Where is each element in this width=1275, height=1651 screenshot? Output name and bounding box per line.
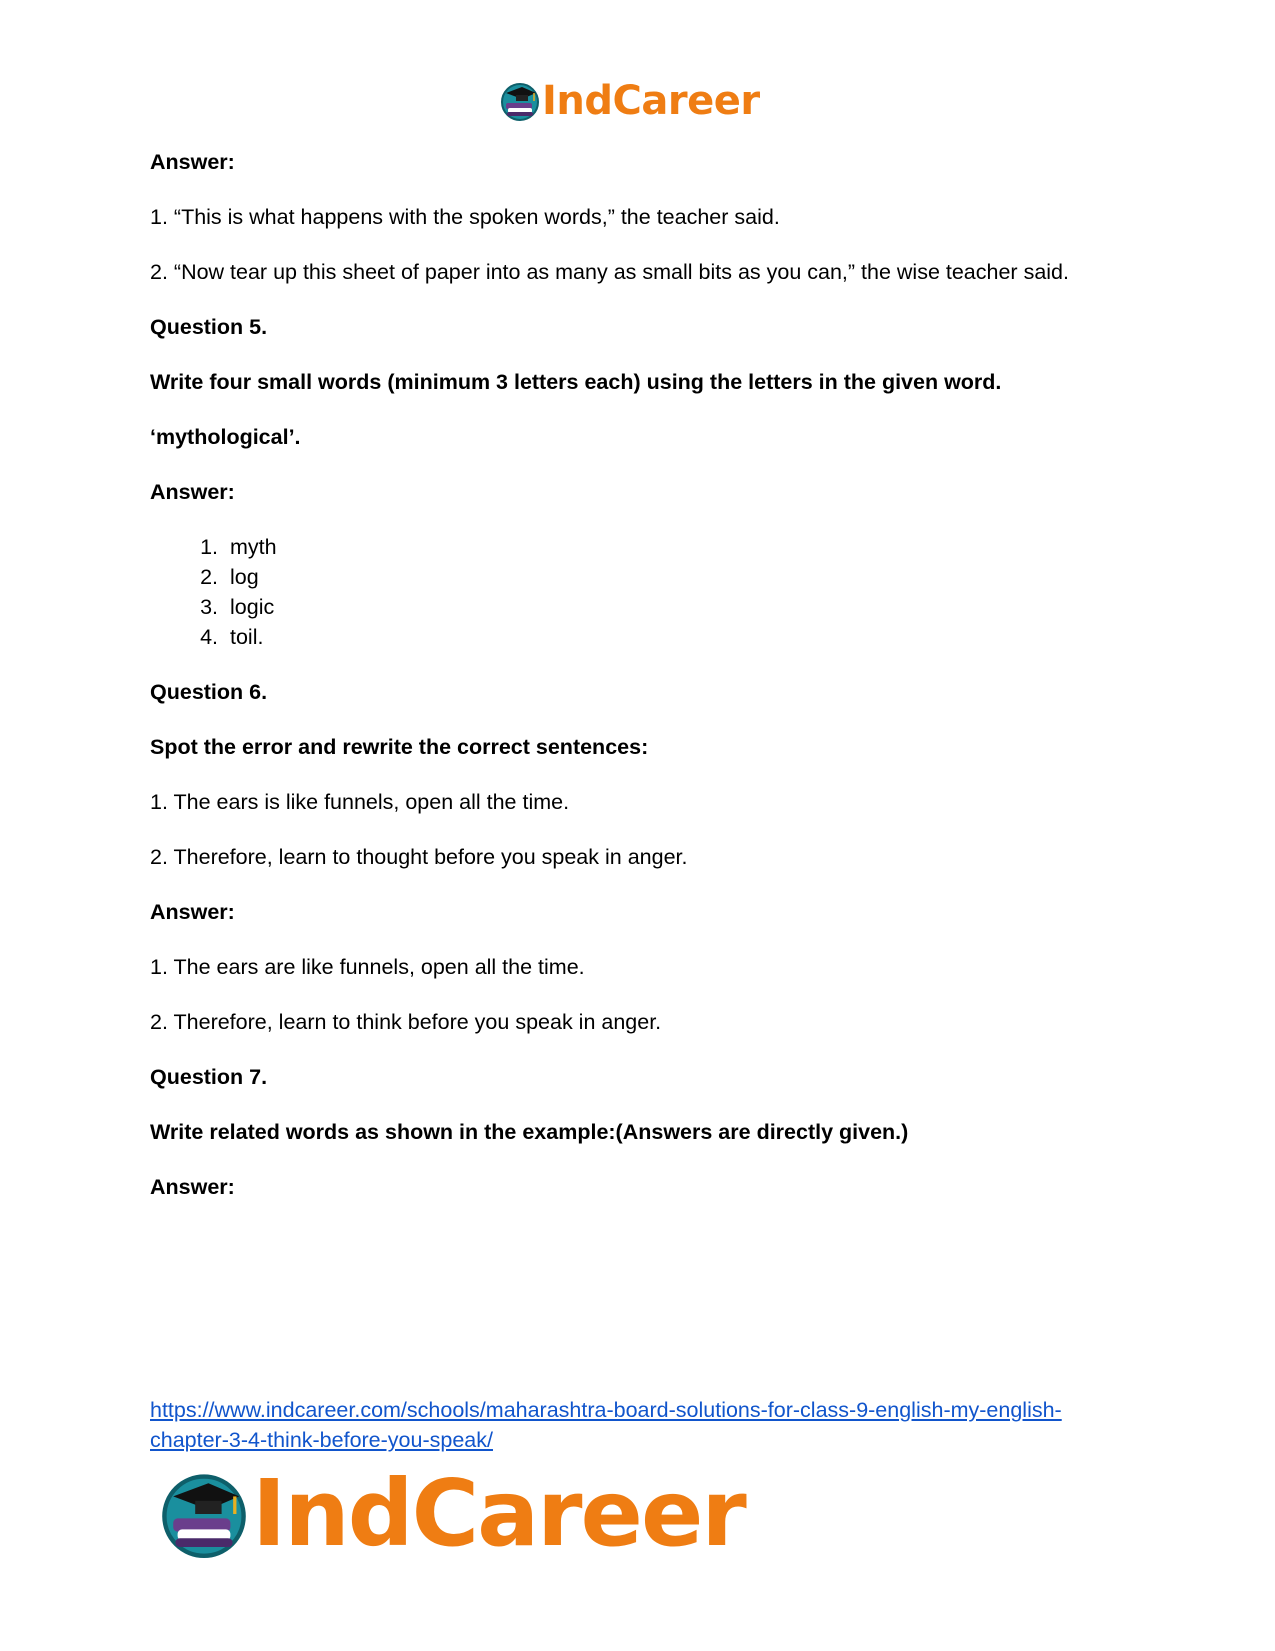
answer-heading: Answer: xyxy=(150,1175,235,1199)
question-6-title: Question 6. xyxy=(150,680,268,704)
paragraph: 2. Therefore, learn to thought before you speak in anger. xyxy=(150,845,688,869)
answer-heading: Answer: xyxy=(150,900,235,924)
logo-text: IndCareer xyxy=(252,1460,745,1567)
question-5-word: ‘mythological’. xyxy=(150,425,301,449)
paragraph: 1. The ears are like funnels, open all the time. xyxy=(150,955,585,979)
source-link[interactable]: https://www.indcareer.com/schools/maharashtra-board-solutions-for-class-9-english-my-english-chapter-3-4-think-before-you-speak/ xyxy=(150,1398,1062,1452)
question-7-title: Question 7. xyxy=(150,1065,268,1089)
question-5-text: Write four small words (minimum 3 letters each) using the letters in the given word. xyxy=(150,370,1002,394)
graduation-cap-book-icon xyxy=(500,81,540,121)
paragraph: 2. “Now tear up this sheet of paper into as many as small bits as you can,” the wise teacher said. xyxy=(150,260,1069,284)
question-7-text: Write related words as shown in the example:(Answers are directly given.) xyxy=(150,1120,909,1144)
answer-heading: Answer: xyxy=(150,480,235,504)
footer-logo xyxy=(160,1460,745,1567)
logo-text: IndCareer xyxy=(542,78,760,124)
graduation-cap-book-icon xyxy=(160,1470,248,1558)
answer-heading: Answer: xyxy=(150,150,235,174)
paragraph: 1. “This is what happens with the spoken words,” the teacher said. xyxy=(150,205,780,229)
question-5-title: Question 5. xyxy=(150,315,268,339)
answer-list xyxy=(150,532,1125,652)
list-item: 1. myth xyxy=(224,532,1125,562)
list-item: 4. toil. xyxy=(224,622,1125,652)
document-body xyxy=(150,147,1125,1227)
header-logo xyxy=(500,78,760,124)
question-6-text: Spot the error and rewrite the correct sentences: xyxy=(150,735,649,759)
list-item: 2. log xyxy=(224,562,1125,592)
list-item: 3. logic xyxy=(224,592,1125,622)
paragraph: 2. Therefore, learn to think before you speak in anger. xyxy=(150,1010,662,1034)
paragraph: 1. The ears is like funnels, open all the time. xyxy=(150,790,570,814)
